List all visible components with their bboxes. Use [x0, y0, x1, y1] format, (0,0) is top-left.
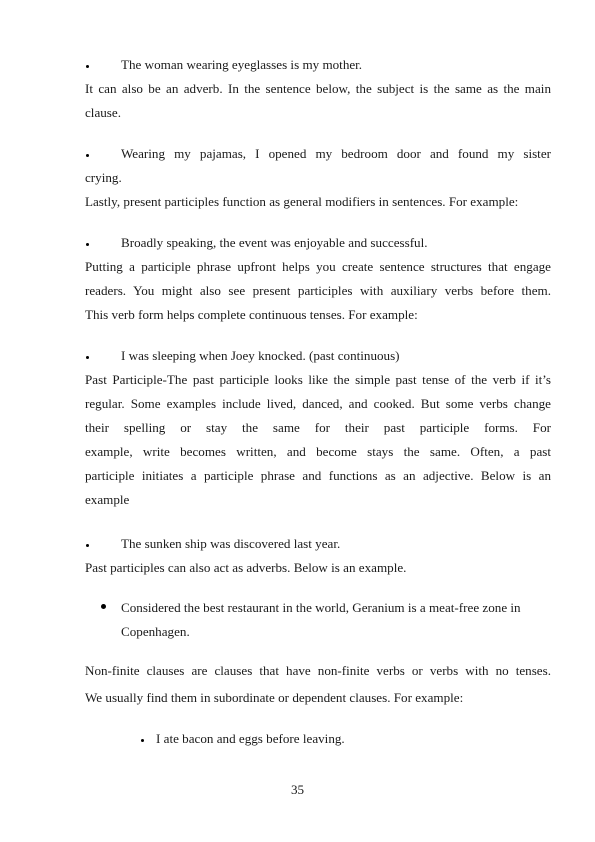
page-number: 35 [290, 782, 305, 797]
paragraph-line: Past Participle-The past participle looks like the simple past tense of the verb if it’s [85, 372, 551, 387]
bullet-text: Considered the best restaurant in the world, Geranium is a meat-free zone in [121, 600, 521, 615]
paragraph-line: regular. Some examples include lived, danced, and cooked. But some verbs change [85, 396, 551, 411]
paragraph-line: Lastly, present participles function as general modifiers in sentences. For example: [85, 194, 519, 209]
paragraph-line: We usually find them in subordinate or dependent clauses. For example: [85, 690, 464, 705]
bullet [86, 243, 89, 246]
bullet-text: The sunken ship was discovered last year. [121, 536, 341, 551]
bullet-text: Broadly speaking, the event was enjoyable and successful. [121, 235, 428, 250]
paragraph-line: readers. You might also see present participles with auxiliary verbs before them. [85, 283, 551, 298]
bullet [86, 544, 89, 547]
bullet-text-continuation: crying. [85, 170, 122, 185]
bullet [101, 604, 106, 609]
paragraph-line: Putting a participle phrase upfront helps you create sentence structures that engage [85, 259, 551, 274]
paragraph-line: example, write becomes written, and become stays the same. Often, a past [85, 444, 551, 459]
bullet [86, 65, 89, 68]
paragraph-line: Past participles can also act as adverbs. Below is an example. [85, 560, 407, 575]
bullet [86, 154, 89, 157]
bullet-text: I ate bacon and eggs before leaving. [156, 731, 345, 746]
paragraph-line: It can also be an adverb. In the sentence below, the subject is the same as the main [85, 81, 551, 96]
bullet [86, 356, 89, 359]
paragraph-line: their spelling or stay the same for their past participle forms. For [85, 420, 551, 435]
bullet-text: I was sleeping when Joey knocked. (past continuous) [121, 348, 400, 363]
paragraph-line: This verb form helps complete continuous tenses. For example: [85, 307, 418, 322]
bullet-text: Wearing my pajamas, I opened my bedroom door and found my sister [121, 146, 551, 161]
paragraph-line: example [85, 492, 130, 507]
bullet [141, 739, 144, 742]
paragraph-line: clause. [85, 105, 121, 120]
paragraph-line: participle initiates a participle phrase and functions as an adjective. Below is an [85, 468, 551, 483]
paragraph-line: Non-finite clauses are clauses that have non-finite verbs or verbs with no tenses. [85, 663, 551, 678]
bullet-text-continuation: Copenhagen. [121, 624, 190, 639]
bullet-text: The woman wearing eyeglasses is my mother. [121, 57, 363, 72]
